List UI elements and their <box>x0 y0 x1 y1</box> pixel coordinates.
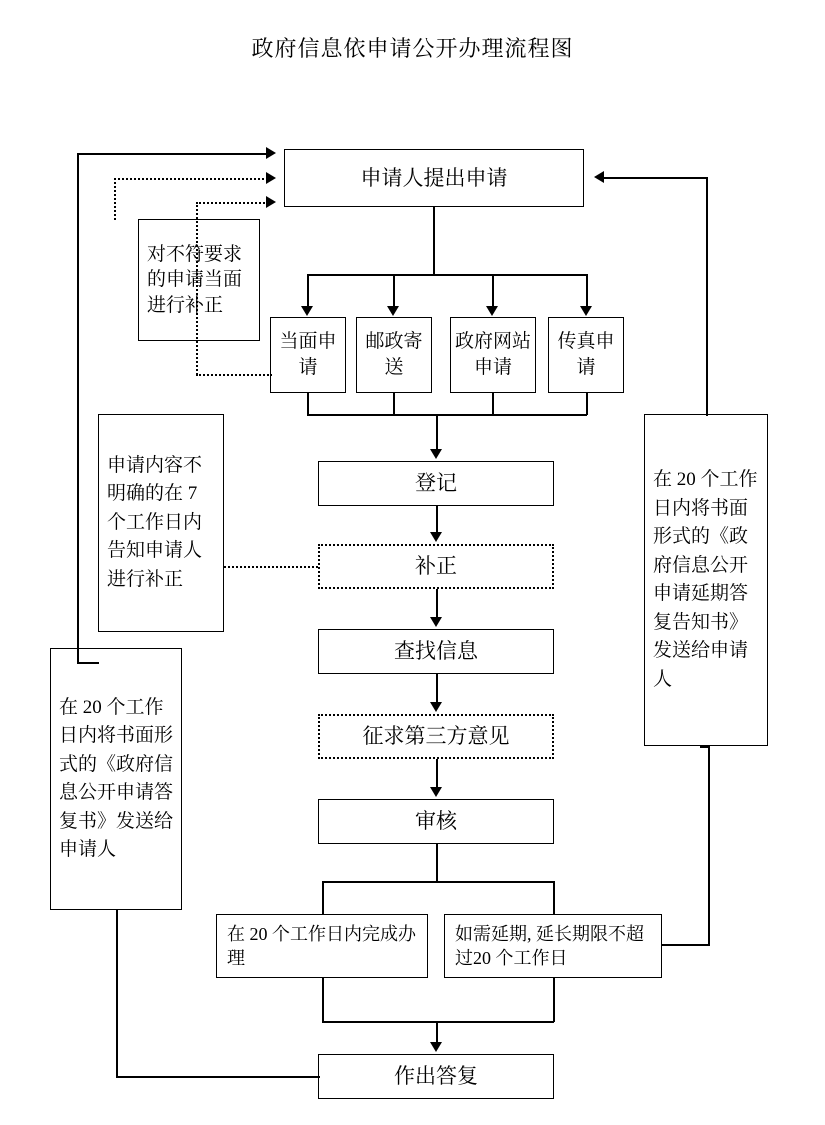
connector-to-mail <box>393 274 395 307</box>
connector-register-supplement <box>436 506 438 532</box>
connector-extend-to-right <box>662 944 710 946</box>
connector-fax-down <box>586 393 588 415</box>
note-reply-letter: 在 20 个工作日内将书面形式的《政府信息公开申请答复书》发送给申请人 <box>50 648 182 910</box>
connector-left-outer-up <box>77 153 79 663</box>
connector-search-thirdparty <box>436 674 438 702</box>
connector-to-inperson <box>307 274 309 307</box>
arrow-to-fax <box>580 306 592 316</box>
node-search-info: 查找信息 <box>318 629 554 674</box>
connector-reply-to-leftnote <box>116 1076 320 1078</box>
dotted-inperson-to-correct <box>196 374 272 376</box>
connector-branch-left <box>322 881 324 914</box>
node-third-party: 征求第三方意见 <box>318 714 554 759</box>
dotted-correctnote-up <box>114 178 116 220</box>
arrow-back-to-apply-left <box>266 147 276 159</box>
connector-thirdparty-review <box>436 759 438 787</box>
arrow-dotted-correct-to-apply <box>266 172 276 184</box>
connector-branch-right <box>553 881 555 914</box>
connector-right-note-to-apply <box>604 177 708 179</box>
arrow-to-reply <box>430 1042 442 1052</box>
note-correct-inperson: 对不符要求的申请当面进行补正 <box>138 219 260 341</box>
node-channel-inperson: 当面申请 <box>270 317 346 393</box>
node-reply: 作出答复 <box>318 1054 554 1099</box>
arrow-to-mail <box>387 306 399 316</box>
node-channel-web: 政府网站申请 <box>450 317 536 393</box>
arrow-to-register <box>430 449 442 459</box>
node-channel-mail: 邮政寄送 <box>356 317 432 393</box>
connector-channel-bus <box>307 274 587 276</box>
arrow-to-review <box>430 787 442 797</box>
node-extend: 如需延期, 延长期限不超过20 个工作日 <box>444 914 662 978</box>
connector-finish-down <box>322 978 324 1022</box>
node-register: 登记 <box>318 461 554 506</box>
connector-review-down <box>436 844 438 882</box>
connector-reply-bus <box>322 1021 554 1023</box>
arrow-to-inperson <box>301 306 313 316</box>
dotted-correct-up <box>196 202 198 375</box>
connector-inperson-down <box>307 393 309 415</box>
connector-left-outer-bottom <box>77 662 99 664</box>
connector-right-note-bottom <box>700 746 710 748</box>
connector-bus-to-reply <box>436 1021 438 1042</box>
note-extend-letter: 在 20 个工作日内将书面形式的《政府信息公开申请延期答复告知书》发送给申请人 <box>644 414 768 746</box>
dotted-correct-to-apply2 <box>196 202 268 204</box>
connector-leftnote-up <box>116 910 118 1077</box>
arrow-dotted-inperson-to-apply <box>266 196 276 208</box>
connector-left-outer-to-apply <box>77 153 267 155</box>
connector-channels-merge <box>307 414 587 416</box>
node-finish-20days: 在 20 个工作日内完成办理 <box>216 914 428 978</box>
page-title: 政府信息依申请公开办理流程图 <box>251 36 574 61</box>
connector-right-up <box>708 746 710 946</box>
node-channel-fax: 传真申请 <box>548 317 624 393</box>
arrow-to-web <box>486 306 498 316</box>
node-supplement: 补正 <box>318 544 554 589</box>
dotted-correctnote-to-apply <box>114 178 268 180</box>
connector-right-note-top-up <box>706 178 708 416</box>
connector-to-web <box>492 274 494 307</box>
node-apply: 申请人提出申请 <box>284 149 584 207</box>
dotted-unclearnote-to-supplement <box>224 566 318 568</box>
arrow-back-to-apply-right <box>594 171 604 183</box>
connector-to-fax <box>586 274 588 307</box>
connector-merge-to-register <box>436 414 438 449</box>
arrow-to-search <box>430 617 442 627</box>
connector-extend-down-to-bus <box>553 978 555 1022</box>
connector-supplement-search <box>436 589 438 617</box>
connector-web-down <box>492 393 494 415</box>
connector-mail-down <box>393 393 395 415</box>
arrow-to-thirdparty <box>430 702 442 712</box>
connector-apply-down <box>433 207 435 275</box>
node-review: 审核 <box>318 799 554 844</box>
connector-review-branch-bus <box>322 881 553 883</box>
note-unclear-supplement: 申请内容不明确的在 7 个工作日内告知申请人进行补正 <box>98 414 224 632</box>
arrow-to-supplement <box>430 532 442 542</box>
